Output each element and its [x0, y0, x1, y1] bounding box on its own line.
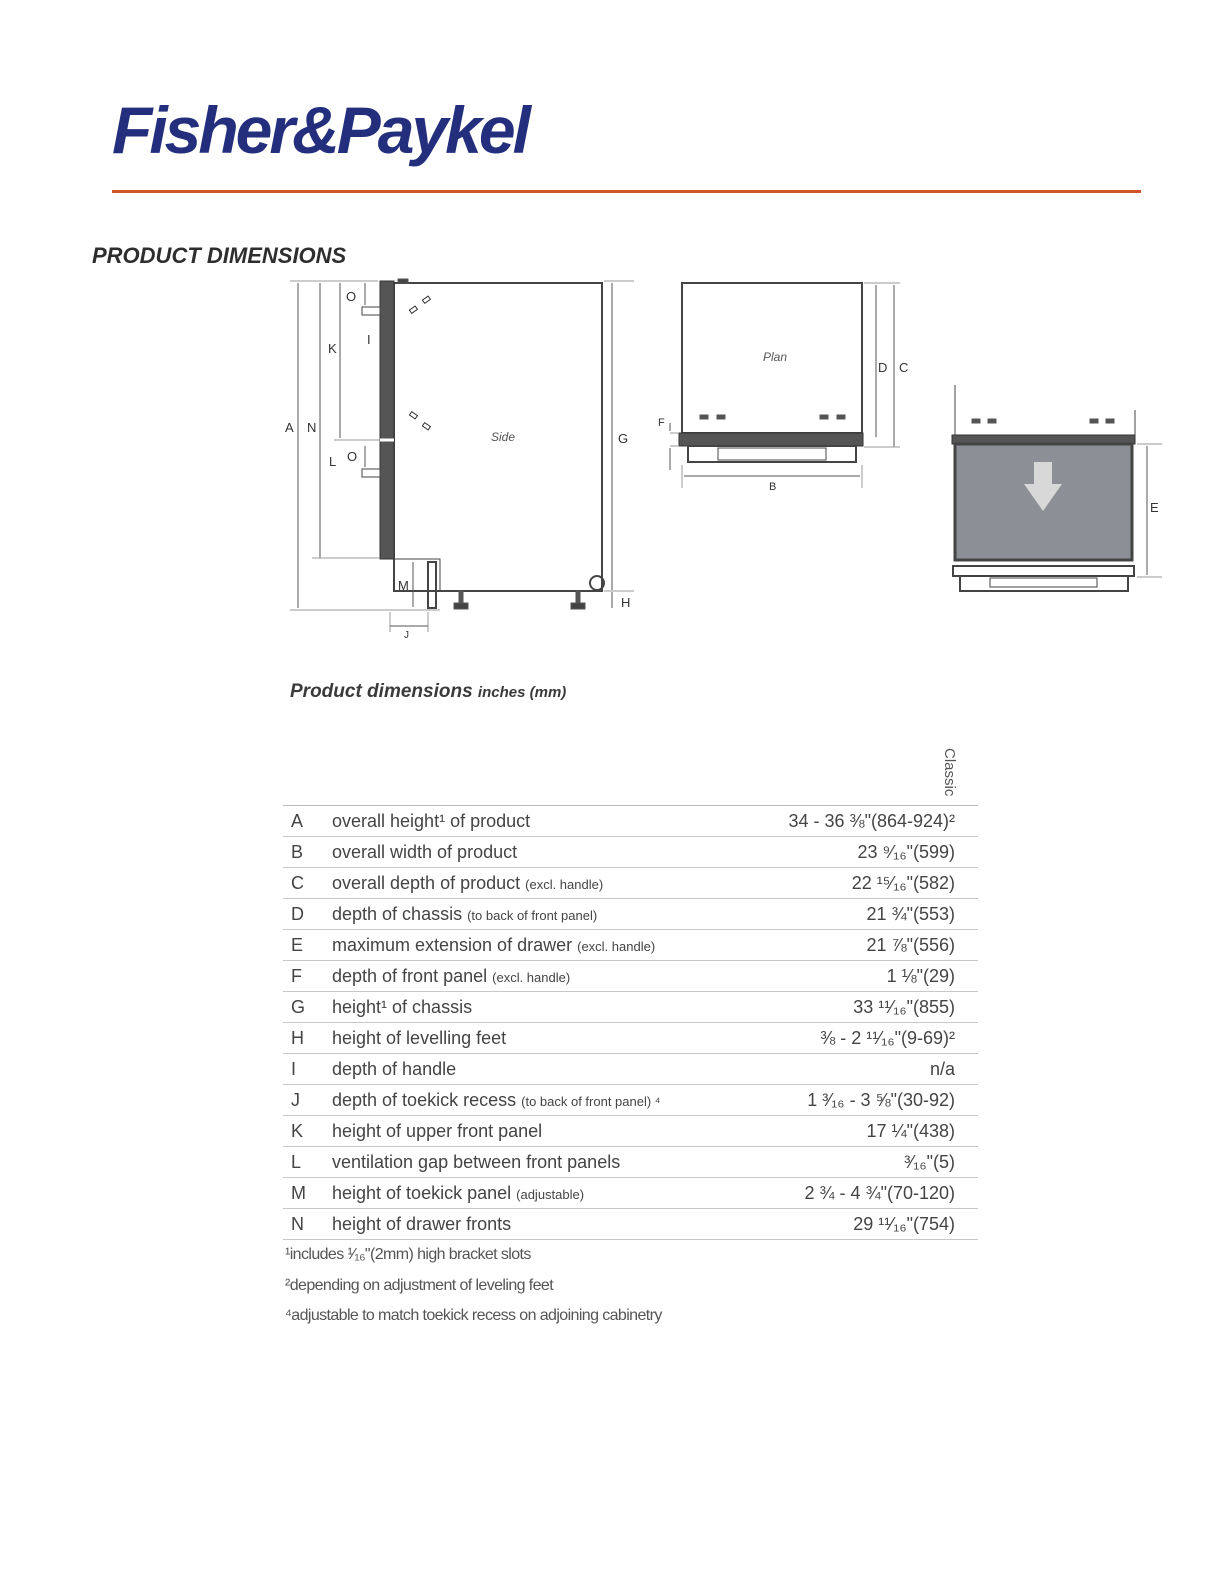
row-key: B	[291, 842, 304, 862]
row-value: 1 ³⁄₁₆ - 3 ⅝"(30-92)	[807, 1090, 955, 1110]
row-note: (to back of front panel) ⁴	[521, 1094, 661, 1109]
letter-n: N	[307, 420, 317, 435]
table-row	[283, 1147, 978, 1178]
table-title	[290, 681, 566, 703]
row-value: 23 ⁹⁄₁₆"(599)	[857, 842, 955, 862]
plan-label: Plan	[763, 350, 788, 364]
row-key: J	[291, 1090, 300, 1110]
row-key: D	[291, 904, 304, 924]
letter-o-mid: O	[347, 449, 358, 464]
letter-j: J	[404, 630, 409, 641]
letter-k: K	[328, 341, 337, 356]
side-label: Side	[491, 430, 516, 444]
letter-l: L	[329, 454, 337, 469]
row-value: 33 ¹¹⁄₁₆"(855)	[853, 997, 955, 1017]
row-key: M	[291, 1183, 306, 1203]
dimension-diagrams	[0, 0, 1224, 660]
letter-e: E	[1150, 500, 1159, 515]
row-value: 21 ⅞"(556)	[866, 935, 955, 955]
row-desc-text: overall width of product	[332, 842, 518, 862]
row-description	[332, 1152, 620, 1173]
letter-o-top: O	[346, 289, 357, 304]
row-description	[332, 1121, 542, 1142]
row-value: 1 ⅛"(29)	[886, 966, 955, 986]
row-value: 22 ¹⁵⁄₁₆"(582)	[851, 873, 955, 893]
row-description	[332, 1214, 511, 1235]
row-description	[332, 997, 472, 1018]
table-row	[283, 806, 978, 837]
table-row	[283, 899, 978, 930]
column-header: Classic	[941, 748, 958, 797]
row-value: 17 ¼"(438)	[866, 1121, 955, 1141]
table-row	[283, 992, 978, 1023]
row-desc-text: overall height¹ of product	[332, 811, 531, 831]
plan-view	[670, 283, 900, 488]
table-row	[283, 961, 978, 992]
row-note: (excl. handle)	[525, 877, 604, 892]
row-desc-text: ventilation gap between front panels	[332, 1152, 621, 1172]
row-key: H	[291, 1028, 304, 1048]
row-key: L	[291, 1152, 302, 1172]
letter-b: B	[769, 481, 777, 493]
table-row	[283, 1023, 978, 1054]
row-value: 29 ¹¹⁄₁₆"(754)	[853, 1214, 955, 1234]
row-desc-text: depth of handle	[332, 1059, 457, 1079]
row-note: (excl. handle)	[492, 970, 571, 985]
brand-logo: Fisher&Paykel	[112, 93, 528, 167]
row-description	[332, 842, 517, 863]
row-description	[332, 935, 655, 956]
row-desc-text: height of toekick panel	[332, 1183, 512, 1203]
table-unit: inches (mm)	[477, 684, 567, 701]
row-description	[332, 904, 597, 925]
drawer-view	[952, 385, 1162, 591]
letter-a: A	[285, 420, 294, 435]
letter-h: H	[621, 595, 631, 610]
row-description	[332, 966, 570, 987]
footnote: ⁴adjustable to match toekick recess on adjoining cabinetry	[285, 1307, 662, 1324]
row-description	[332, 873, 603, 894]
row-desc-text: height of levelling feet	[332, 1028, 507, 1048]
row-desc-text: overall depth of product	[332, 873, 521, 893]
row-value: 2 ¾ - 4 ¾"(70-120)	[804, 1183, 955, 1203]
letter-d: D	[878, 360, 888, 375]
letter-i: I	[367, 332, 371, 347]
table-row	[283, 837, 978, 868]
row-desc-text: depth of chassis	[332, 904, 463, 924]
row-description	[332, 1183, 584, 1204]
table-row	[283, 868, 978, 899]
section-title: PRODUCT DIMENSIONS	[92, 243, 347, 268]
table-title-text: Product dimensions	[290, 681, 473, 702]
table-row	[283, 1085, 978, 1116]
row-desc-text: height¹ of chassis	[332, 997, 473, 1017]
row-value: 34 - 36 ⅜"(864-924)²	[788, 811, 955, 831]
footnote: ²depending on adjustment of leveling feet	[285, 1276, 554, 1294]
table-row	[283, 1209, 978, 1240]
footnote: ¹includes ¹⁄₁₆"(2mm) high bracket slots	[285, 1246, 531, 1263]
row-value: ⅜ - 2 ¹¹⁄₁₆"(9-69)²	[820, 1028, 955, 1048]
row-desc-text: depth of toekick recess	[332, 1090, 517, 1110]
table-row	[283, 1054, 978, 1085]
letter-f: F	[658, 417, 665, 429]
letter-c: C	[899, 360, 909, 375]
row-key: E	[291, 935, 304, 955]
row-key: C	[291, 873, 304, 893]
row-value: 21 ¾"(553)	[866, 904, 955, 924]
row-key: N	[291, 1214, 304, 1234]
row-value: ³⁄₁₆"(5)	[904, 1152, 955, 1172]
row-description	[332, 811, 530, 832]
table-row	[283, 930, 978, 961]
row-desc-text: maximum extension of drawer	[332, 935, 573, 955]
row-key: F	[291, 966, 302, 986]
row-desc-text: height of drawer fronts	[332, 1214, 512, 1234]
dimensions-table	[283, 805, 978, 1240]
row-desc-text: depth of front panel	[332, 966, 488, 986]
row-key: K	[291, 1121, 304, 1141]
row-description	[332, 1028, 506, 1049]
row-desc-text: height of upper front panel	[332, 1121, 543, 1141]
letter-m: M	[398, 578, 409, 593]
table-row	[283, 1178, 978, 1209]
row-key: A	[291, 811, 304, 831]
row-note: (to back of front panel)	[467, 908, 598, 923]
letter-g: G	[618, 431, 629, 446]
side-view	[290, 279, 634, 632]
row-description	[332, 1090, 660, 1111]
row-key: G	[291, 997, 306, 1017]
row-note: (adjustable)	[516, 1187, 585, 1202]
footnotes	[285, 1246, 662, 1338]
row-key: I	[291, 1059, 297, 1079]
row-note: (excl. handle)	[577, 939, 656, 954]
table-row	[283, 1116, 978, 1147]
row-value: n/a	[929, 1059, 955, 1079]
row-description	[332, 1059, 456, 1080]
